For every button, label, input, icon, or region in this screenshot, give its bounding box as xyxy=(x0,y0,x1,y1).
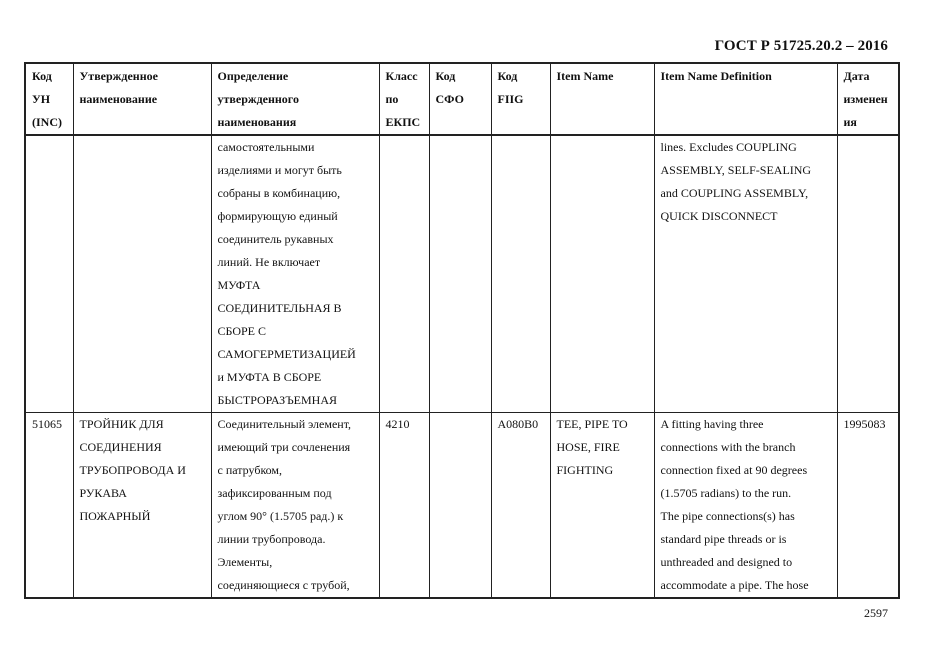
cell-definition xyxy=(211,135,379,413)
nomenclature-table xyxy=(24,62,900,599)
header-line: по xyxy=(385,92,399,106)
header-fiig-code xyxy=(491,63,550,135)
cell-line: ТРУБОПРОВОДА И xyxy=(79,463,186,477)
header-item-definition xyxy=(654,63,837,135)
header-item-name xyxy=(550,63,654,135)
header-line: наименование xyxy=(79,92,158,106)
cell-line: самостоятельными xyxy=(217,140,315,154)
cell-sfo-code xyxy=(429,413,491,599)
cell-class xyxy=(379,413,429,599)
cell-line: FIGHTING xyxy=(556,463,614,477)
header-line: наименования xyxy=(217,115,297,129)
cell-item-name xyxy=(550,135,654,413)
cell-line: Соединительный элемент, xyxy=(217,417,352,431)
cell-sfo-code xyxy=(429,135,491,413)
cell-fiig-code xyxy=(491,413,550,599)
cell-definition xyxy=(211,413,379,599)
header-line: Item Name xyxy=(556,69,614,83)
cell-inc-code xyxy=(25,135,73,413)
header-line: ЕКПС xyxy=(385,115,421,129)
cell-line: HOSE, FIRE xyxy=(556,440,620,454)
cell-line: имеющий три сочленения xyxy=(217,440,351,454)
cell-change-date xyxy=(837,413,899,599)
header-line: (INC) xyxy=(32,115,62,129)
cell-line: СБОРЕ С xyxy=(217,324,266,338)
table-row xyxy=(25,413,899,599)
cell-line: The pipe connections(s) has xyxy=(660,509,795,523)
cell-line: A080B0 xyxy=(497,417,539,431)
cell-line: МУФТА xyxy=(217,278,261,292)
cell-line: с патрубком, xyxy=(217,463,283,477)
cell-line: РУКАВА xyxy=(79,486,127,500)
header-line: FIIG xyxy=(497,92,524,106)
cell-line: unthreaded and designed to xyxy=(660,555,793,569)
cell-line: СОЕДИНИТЕЛЬНАЯ В xyxy=(217,301,342,315)
cell-line: connection fixed at 90 degrees xyxy=(660,463,808,477)
cell-line: и МУФТА В СБОРЕ xyxy=(217,370,322,384)
cell-line: Элементы, xyxy=(217,555,273,569)
header-class xyxy=(379,63,429,135)
cell-line: ASSEMBLY, SELF-SEALING xyxy=(660,163,812,177)
header-inc-code xyxy=(25,63,73,135)
header-line: Определение xyxy=(217,69,289,83)
header-approved-name xyxy=(73,63,211,135)
cell-class xyxy=(379,135,429,413)
cell-fiig-code xyxy=(491,135,550,413)
cell-line: 51065 xyxy=(32,417,62,431)
cell-line: ТРОЙНИК ДЛЯ xyxy=(79,417,164,431)
header-definition xyxy=(211,63,379,135)
cell-line: формирующую единый xyxy=(217,209,338,223)
cell-inc-code xyxy=(25,413,73,599)
header-line: изменен xyxy=(843,92,888,106)
cell-line: 4210 xyxy=(385,417,410,431)
document-id: ГОСТ Р 51725.20.2 – 2016 xyxy=(714,38,888,54)
header-line: УН xyxy=(32,92,51,106)
header-line: утвержденного xyxy=(217,92,299,106)
cell-line: 1995083 xyxy=(843,417,886,431)
cell-line: соединитель рукавных xyxy=(217,232,334,246)
cell-line: (1.5705 radians) to the run. xyxy=(660,486,792,500)
header-line: Код xyxy=(435,69,456,83)
table-row xyxy=(25,135,899,413)
header-line: Класс xyxy=(385,69,418,83)
cell-item-name xyxy=(550,413,654,599)
cell-item-definition xyxy=(654,413,837,599)
cell-line: connections with the branch xyxy=(660,440,796,454)
cell-approved-name xyxy=(73,135,211,413)
cell-line: СОЕДИНЕНИЯ xyxy=(79,440,162,454)
header-line: Код xyxy=(32,69,52,83)
header-change-date xyxy=(837,63,899,135)
cell-line: зафиксированным под xyxy=(217,486,332,500)
cell-line: соединяющиеся с трубой, xyxy=(217,578,350,592)
cell-line: and COUPLING ASSEMBLY, xyxy=(660,186,809,200)
cell-line: линий. Не включает xyxy=(217,255,321,269)
cell-line: standard pipe threads or is xyxy=(660,532,787,546)
cell-line: САМОГЕРМЕТИЗАЦИЕЙ xyxy=(217,347,356,361)
table-header-row xyxy=(25,63,899,135)
cell-line: lines. Excludes COUPLING xyxy=(660,140,797,154)
cell-line: A fitting having three xyxy=(660,417,764,431)
cell-line: accommodate a pipe. The hose xyxy=(660,578,809,592)
cell-line: БЫСТРОРАЗЪЕМНАЯ xyxy=(217,393,338,407)
cell-approved-name xyxy=(73,413,211,599)
header-line: Item Name Definition xyxy=(660,69,772,83)
header-line: СФО xyxy=(435,92,464,106)
cell-line: ПОЖАРНЫЙ xyxy=(79,509,151,523)
cell-line: QUICK DISCONNECT xyxy=(660,209,778,223)
page-number: 2597 xyxy=(864,606,888,620)
header-line: Дата xyxy=(843,69,870,83)
cell-item-definition xyxy=(654,135,837,413)
cell-line: TEE, PIPE TO xyxy=(556,417,628,431)
header-line: ия xyxy=(843,115,857,129)
cell-line: линии трубопровода. xyxy=(217,532,326,546)
cell-line: углом 90° (1.5705 рад.) к xyxy=(217,509,344,523)
header-line: Код xyxy=(497,69,518,83)
header-line: Утвержденное xyxy=(79,69,158,83)
cell-change-date xyxy=(837,135,899,413)
header-sfo-code xyxy=(429,63,491,135)
cell-line: собраны в комбинацию, xyxy=(217,186,341,200)
cell-line: изделиями и могут быть xyxy=(217,163,342,177)
